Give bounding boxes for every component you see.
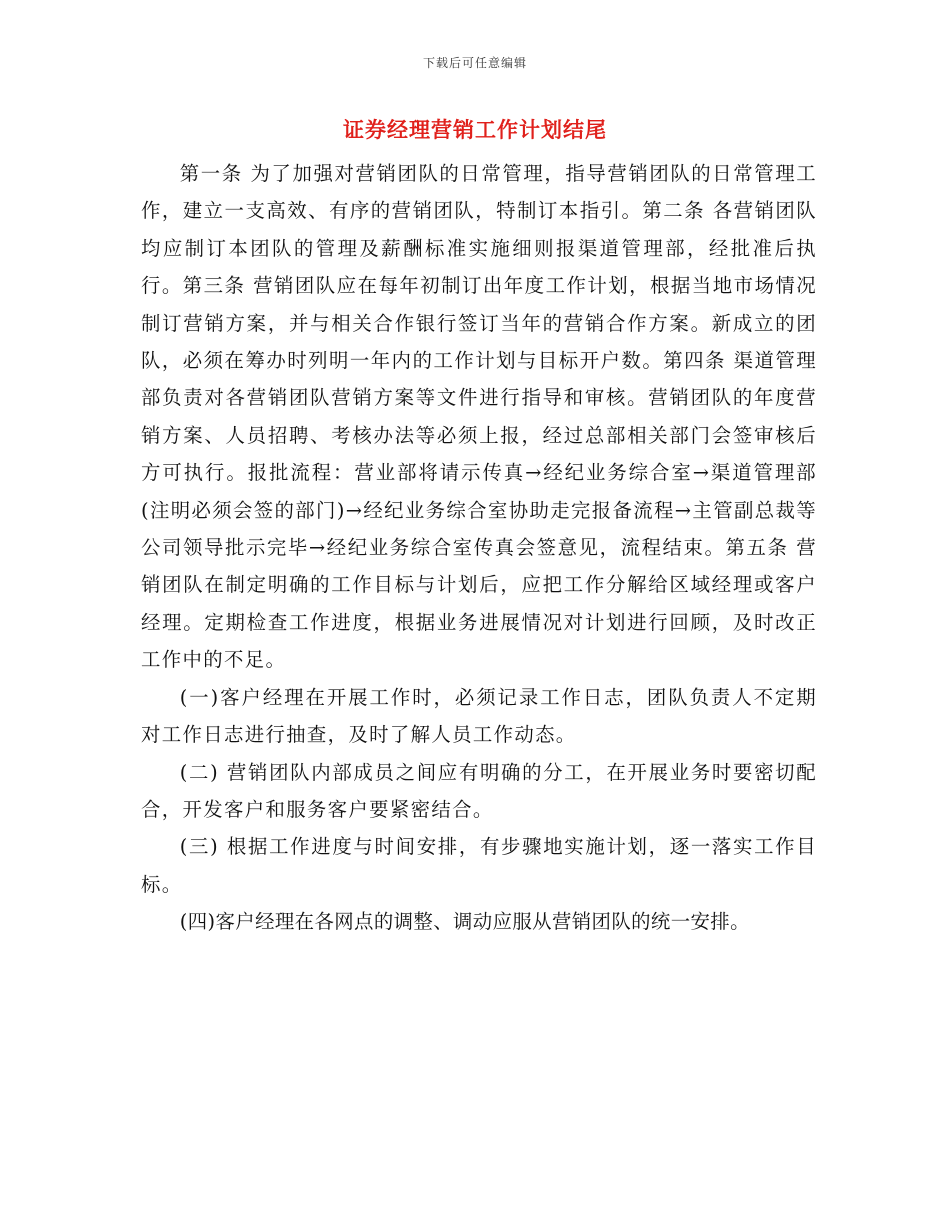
header-note: 下载后可任意编辑 xyxy=(422,56,527,70)
paragraph-item-4: (四)客户经理在各网点的调整、调动应服从营销团队的统一安排。 xyxy=(179,910,750,934)
paragraph-articles: 第一条 为了加强对营销团队的日常管理，指导营销团队的日常管理工作，建立一支高效、有序的营销团队，特制订本指引。第二条 各营销团队均应制订本团队的管理及薪酬标准实施细则报渠道管理部，经批准后执行。第三条 营销团队应在每年初制订出年度工作计划，根据当地市场情况制订营销方案，并与相关合作银行签订当年的营销合作方案。新成立的团队，必须在筹办时列明一年内的工作计划与目标开户数。第四条 渠道管理部负责对各营销团队营销方案等文件进行指导和审核。营销团队的年度营销方案、人员招聘、考核办法等必须上报，经过总部相关部门会签审核后方可执行。报批流程：营业部将请示传真→经纪业务综合室→渠道管理部(注明必须会签的部门)→经纪业务综合室协助走完报备流程→主管副总裁等公司领导批示完毕→经纪业务综合室传真会签意见，流程结束。第五条 营销团队在制定明确的工作目标与计划后，应把工作分解给区域经理或客户经理。定期检查工作进度，根据业务进展情况对计划进行回顾，及时改正工作中的不足。 xyxy=(141,162,817,672)
paragraph-item-3: (三) 根据工作进度与时间安排，有步骤地实施计划，逐一落实工作目标。 xyxy=(141,835,817,896)
paragraph-item-1: (一)客户经理在开展工作时，必须记录工作日志，团队负责人不定期对工作日志进行抽查，及时了解人员工作动态。 xyxy=(141,685,817,747)
document-body xyxy=(141,155,817,941)
paragraph-item-2: (二) 营销团队内部成员之间应有明确的分工，在开展业务时要密切配合，开发客户和服务客户要紧密结合。 xyxy=(141,760,817,821)
page-title: 证券经理营销工作计划结尾 xyxy=(343,118,607,142)
